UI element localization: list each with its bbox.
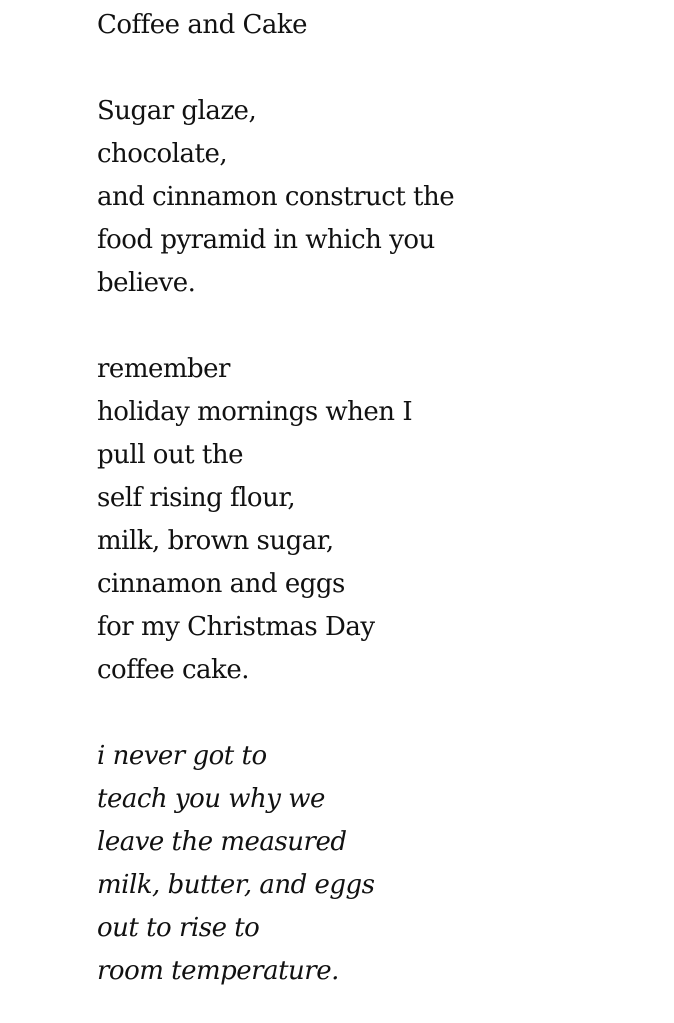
poem-line: out to rise to [97, 913, 260, 943]
poem-line: Sugar glaze, [97, 96, 257, 126]
stanza-break [97, 692, 657, 735]
poem-line: room temperature. [97, 956, 339, 986]
poem-line: milk, butter, and eggs [97, 870, 375, 900]
poem-line: coffee cake. [97, 655, 249, 685]
poem-line: remember [97, 354, 230, 384]
poem [97, 4, 657, 993]
stanza-break [97, 305, 657, 348]
poem-line: milk, brown sugar, [97, 526, 334, 556]
poem-line: holiday mornings when I [97, 397, 413, 427]
poem-line: food pyramid in which you [97, 225, 435, 255]
poem-line: self rising flour, [97, 483, 296, 513]
stanza-break [97, 47, 657, 90]
poem-line: leave the measured [97, 827, 347, 857]
stanza-3-italic [97, 735, 657, 993]
poem-line: and cinnamon construct the [97, 182, 455, 212]
poem-line: teach you why we [97, 784, 325, 814]
poem-line: i never got to [97, 741, 267, 771]
poem-line: believe. [97, 268, 196, 298]
poem-line: pull out the [97, 440, 243, 470]
poem-line: cinnamon and eggs [97, 569, 345, 599]
poem-title: Coffee and Cake [97, 10, 308, 40]
poem-line: chocolate, [97, 139, 228, 169]
poem-line: for my Christmas Day [97, 612, 375, 642]
stanza-2 [97, 348, 657, 692]
stanza-1 [97, 90, 657, 305]
